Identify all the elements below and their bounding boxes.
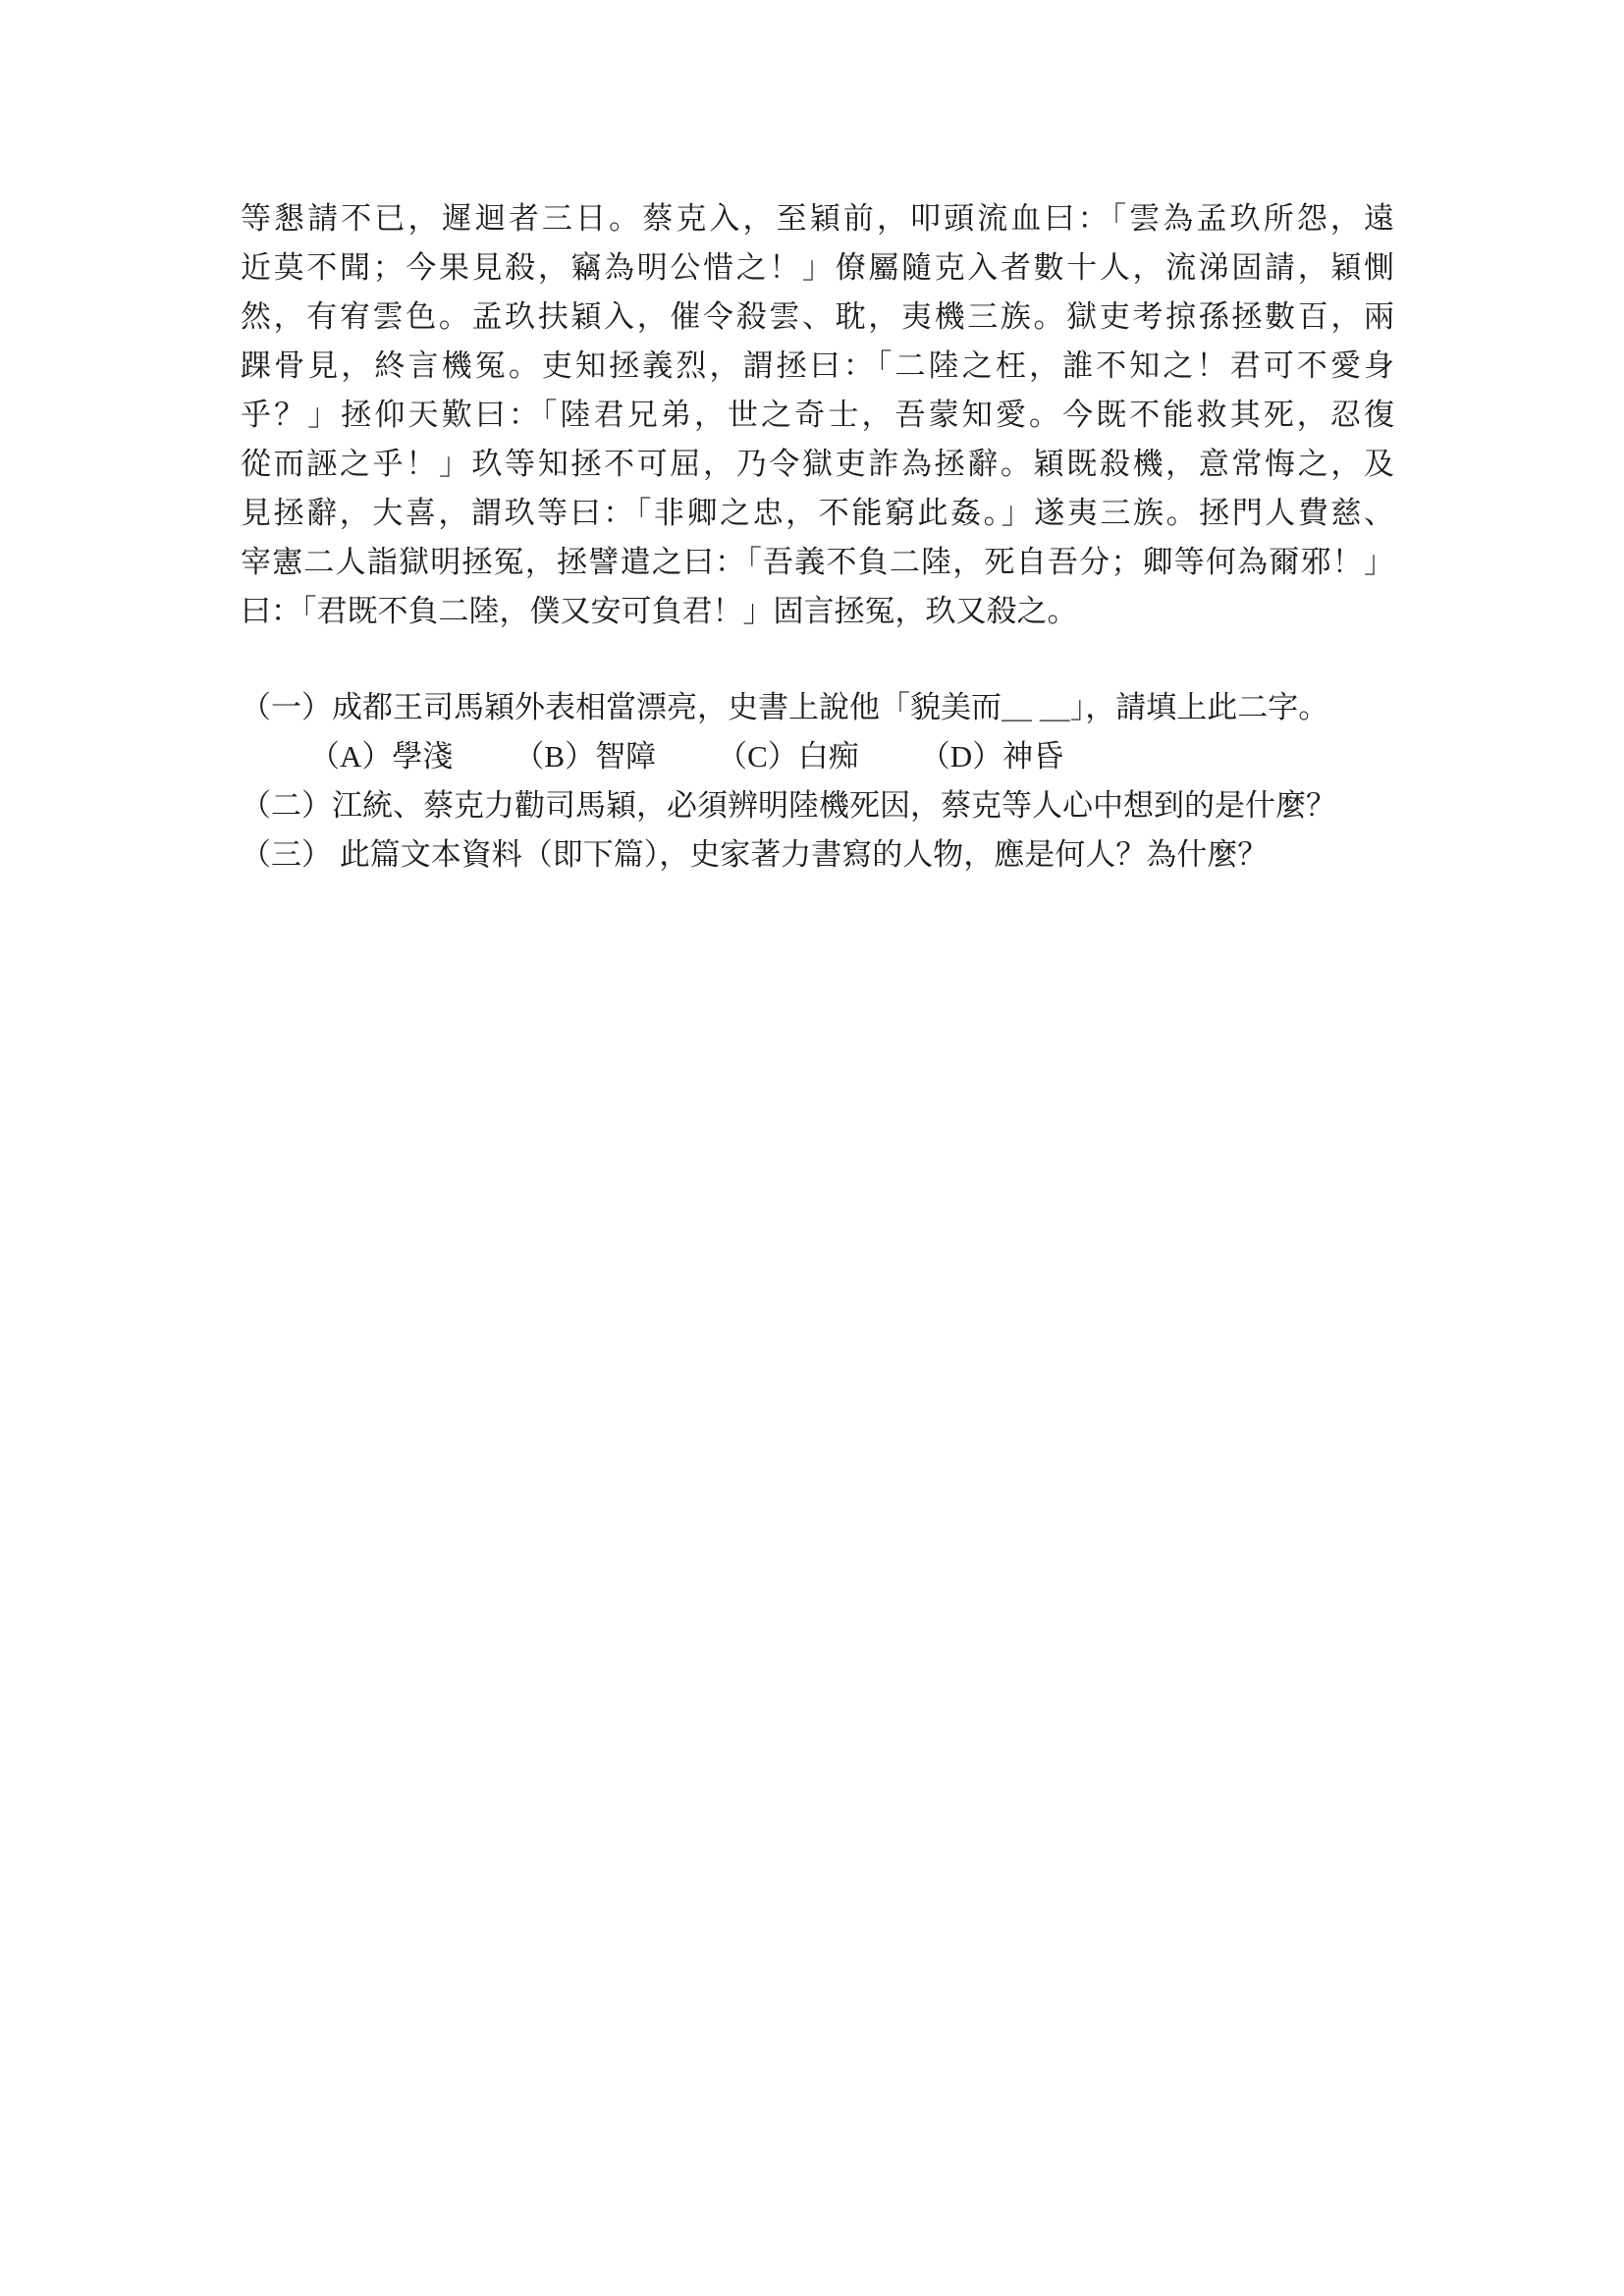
passage-line: 宰憲二人詣獄明拯冤，拯譬遣之曰：「吾義不負二陸，死自吾分；卿等何為爾邪！」 [241,545,1394,579]
question-1: （一）成都王司馬穎外表相當漂亮，史書上說他「貌美而＿ ＿」，請填上此二字。 [241,690,1329,724]
option-b: （B）智障 [514,739,657,774]
passage [241,194,1394,636]
option-d: （D）神昏 [919,739,1064,774]
passage-line: 曰：「君既不負二陸，僕又安可負君！」固言拯冤，玖又殺之。 [241,594,1078,628]
passage-line: 等懇請不已，遲迴者三日。蔡克入，至穎前，叩頭流血曰：「雲為孟玖所怨，遠 [241,201,1394,236]
option-c: （C）白痴 [717,739,859,774]
question-2: （二）江統、蔡克力勸司馬穎，必須辨明陸機死因，蔡克等人心中想到的是什麼？ [241,788,1336,823]
page-text-block [241,194,1394,880]
question-3: （三） 此篇文本資料（即下篇），史家著力書寫的人物，應是何人？為什麼？ [241,837,1269,872]
option-a: （A）學淺 [309,739,454,774]
passage-line: 踝骨見，終言機冤。吏知拯義烈，謂拯曰：「二陸之枉，誰不知之！君可不愛身 [241,348,1394,383]
passage-line: 然，有宥雲色。孟玖扶穎入，催令殺雲、耽，夷機三族。獄吏考掠孫拯數百，兩 [241,299,1394,334]
passage-line: 從而誣之乎！」玖等知拯不可屈，乃令獄吏詐為拯辭。穎既殺機，意常悔之，及 [241,447,1394,481]
question-1-options [241,732,1394,781]
questions-section [241,683,1394,880]
passage-line: 見拯辭，大喜，謂玖等曰：「非卿之忠，不能窮此姦。」遂夷三族。拯門人費慈、 [241,496,1394,530]
passage-line: 乎？」拯仰天歎曰：「陸君兄弟，世之奇士，吾蒙知愛。今既不能救其死，忍復 [241,398,1394,432]
passage-line: 近莫不聞；今果見殺，竊為明公惜之！」僚屬隨克入者數十人，流涕固請，穎惻 [241,250,1394,285]
